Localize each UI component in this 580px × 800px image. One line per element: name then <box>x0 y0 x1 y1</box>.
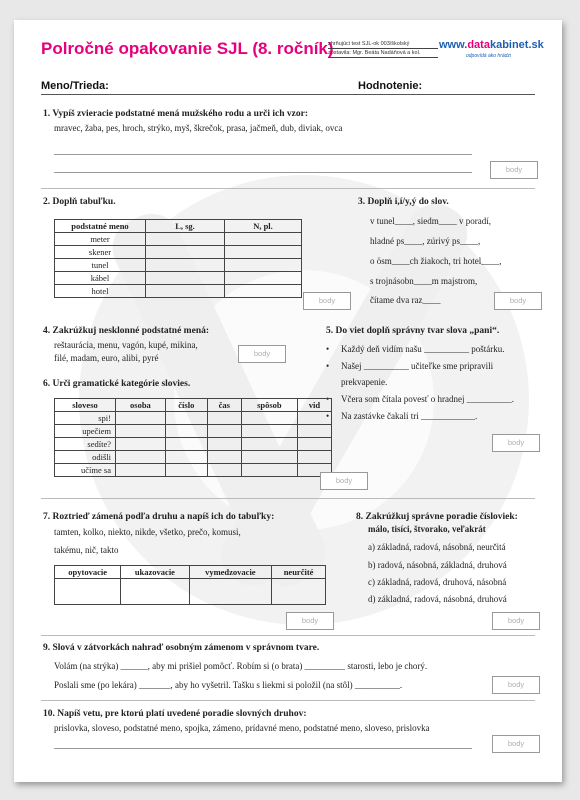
answer-cell[interactable] <box>207 451 241 464</box>
answer-line[interactable] <box>54 154 472 155</box>
brand-prefix: www. <box>439 39 468 51</box>
table-cell: kábel <box>55 272 146 285</box>
section-divider <box>41 188 535 189</box>
q7-words-line1: tamten, kolko, niekto, nikde, všetko, prečo, komusi, <box>54 527 241 537</box>
answer-cell[interactable] <box>225 272 302 285</box>
points-box[interactable]: body <box>303 292 351 310</box>
answer-cell[interactable] <box>225 246 302 259</box>
bullet: • <box>326 361 330 371</box>
points-box[interactable]: body <box>492 735 540 753</box>
bullet: • <box>326 344 330 354</box>
answer-cell[interactable] <box>55 579 121 605</box>
table-cell: spi! <box>55 412 116 425</box>
score-label: Hodnotenie: <box>358 80 423 92</box>
table-header: vymedzovacie <box>189 566 272 579</box>
q3-line: o ösm____ch žiakoch, tri hotel____, <box>370 256 502 266</box>
table-cell: meter <box>55 233 146 246</box>
answer-cell[interactable] <box>297 412 331 425</box>
answer-cell[interactable] <box>297 451 331 464</box>
header-divider <box>41 94 535 95</box>
answer-cell[interactable] <box>165 451 207 464</box>
q6-table <box>54 398 332 477</box>
q4-words-line1[interactable]: reštaurácia, menu, vagón, kupé, mikina, <box>54 340 198 350</box>
points-box[interactable]: body <box>492 676 540 694</box>
answer-cell[interactable] <box>116 425 166 438</box>
answer-cell[interactable] <box>272 579 326 605</box>
q7-table <box>54 565 326 605</box>
table-header: ukazovacie <box>121 566 189 579</box>
brand-logo[interactable] <box>439 39 544 51</box>
worksheet-page <box>14 20 562 782</box>
answer-cell[interactable] <box>116 464 166 477</box>
section-divider <box>41 700 535 701</box>
q4-words-line2[interactable]: filé, madam, euro, alibi, pyré <box>54 353 159 363</box>
points-box[interactable]: body <box>494 292 542 310</box>
answer-cell[interactable] <box>241 438 297 451</box>
points-box[interactable]: body <box>238 345 286 363</box>
section-divider <box>41 498 535 499</box>
points-box[interactable]: body <box>492 434 540 452</box>
answer-cell[interactable] <box>207 438 241 451</box>
table-cell: tunel <box>55 259 146 272</box>
answer-cell[interactable] <box>189 579 272 605</box>
table-cell: hotel <box>55 285 146 298</box>
q8-word-list: málo, tisíci, štvorako, veľakrát <box>368 524 486 534</box>
table-header: podstatné meno <box>55 220 146 233</box>
question-1: 1. Vypíš zvieracie podstatné mená mužského rodu a urči ich vzor: <box>43 109 309 119</box>
table-cell: sedíte? <box>55 438 116 451</box>
q3-line: v tunel____, siedm____ v poradí, <box>370 216 491 226</box>
question-2: 2. Doplň tabuľku. <box>43 197 116 207</box>
section-divider <box>41 635 535 636</box>
points-box[interactable]: body <box>320 472 368 490</box>
q8-option-b[interactable]: b) radová, násobná, základná, druhová <box>368 560 507 570</box>
answer-cell[interactable] <box>146 285 225 298</box>
table-header: N, pl. <box>225 220 302 233</box>
table-header: číslo <box>165 399 207 412</box>
table-header: L, sg. <box>146 220 225 233</box>
page-title: Polročné opakovanie SJL (8. ročník) <box>41 39 334 58</box>
question-4: 4. Zakrúžkuj nesklonné podstatné mená: <box>43 326 210 336</box>
test-info-line: zostavila: Mgr. Beáta Nadáňová a kol. <box>328 49 438 58</box>
answer-cell[interactable] <box>241 412 297 425</box>
q8-option-a[interactable]: a) základná, radová, násobná, neurčitá <box>368 542 506 552</box>
question-9: 9. Slová v zátvorkách nahraď osobným zámenom v správnom tvare. <box>43 643 320 653</box>
answer-cell[interactable] <box>207 464 241 477</box>
q3-line: čítame dva raz____ <box>370 295 441 305</box>
answer-cell[interactable] <box>121 579 189 605</box>
q5-item: Každý deň vidím našu __________ poštárku. <box>341 344 505 354</box>
q2-table <box>54 219 302 298</box>
answer-cell[interactable] <box>116 412 166 425</box>
q3-line: s trojnásobn____m majstrom, <box>370 276 478 286</box>
q10-word-order: prislovka, sloveso, podstatné meno, spojka, zámeno, prídavné meno, podstatné meno, sloveso, prislovka <box>54 723 430 733</box>
answer-cell[interactable] <box>165 464 207 477</box>
q5-item: Včera som čítala povesť o hradnej __________. <box>341 394 515 404</box>
table-cell: učíme sa <box>55 464 116 477</box>
answer-cell[interactable] <box>116 438 166 451</box>
points-box[interactable]: body <box>490 161 538 179</box>
table-header: neurčité <box>272 566 326 579</box>
q9-sentence-1: Volám (na strýka) ______, aby mi prišiel pomôcť. Robím si (o brata) _________ starosti, lebo je chorý. <box>54 661 428 671</box>
q9-sentence-2: Poslali sme (po lekára) _______, aby ho vyšetril. Tašku s liekmi si položil (na stôl) __________. <box>54 680 403 690</box>
points-box[interactable]: body <box>492 612 540 630</box>
answer-cell[interactable] <box>146 246 225 259</box>
answer-cell[interactable] <box>165 425 207 438</box>
q8-option-d[interactable]: d) základná, radová, násobná, druhová <box>368 594 507 604</box>
q1-word-list: mravec, žaba, pes, hroch, strýko, myš, škrečok, prasa, jačmeň, dub, diviak, ovca <box>54 123 343 133</box>
table-header: čas <box>207 399 241 412</box>
test-info-line: zhrňujúci test SJL-ok 003/školský <box>328 40 438 49</box>
brand-suffix: kabinet.sk <box>489 39 544 51</box>
answer-cell[interactable] <box>146 233 225 246</box>
table-header: vid <box>297 399 331 412</box>
answer-cell[interactable] <box>225 259 302 272</box>
answer-line[interactable] <box>54 172 472 173</box>
answer-cell[interactable] <box>241 425 297 438</box>
table-cell: skener <box>55 246 146 259</box>
answer-cell[interactable] <box>207 425 241 438</box>
table-header: opytovacie <box>55 566 121 579</box>
answer-cell[interactable] <box>297 425 331 438</box>
answer-cell[interactable] <box>146 259 225 272</box>
question-7: 7. Roztrieď zámená podľa druhu a napíš ich do tabuľky: <box>43 512 275 522</box>
answer-cell[interactable] <box>297 438 331 451</box>
points-box[interactable]: body <box>286 612 334 630</box>
answer-cell[interactable] <box>225 233 302 246</box>
bullet: • <box>326 411 330 421</box>
table-header: spôsob <box>241 399 297 412</box>
question-10: 10. Napíš vetu, pre ktorú platí uvedené poradie slovných druhov: <box>43 709 307 719</box>
q5-item: prekvapenie. <box>341 377 388 387</box>
answer-cell[interactable] <box>116 451 166 464</box>
answer-cell[interactable] <box>207 412 241 425</box>
table-header: osoba <box>116 399 166 412</box>
table-cell: odišli <box>55 451 116 464</box>
table-cell: upečiem <box>55 425 116 438</box>
brand-highlight: data <box>467 39 490 51</box>
table-header: sloveso <box>55 399 116 412</box>
answer-cell[interactable] <box>146 272 225 285</box>
bullet: • <box>326 394 330 404</box>
answer-cell[interactable] <box>165 412 207 425</box>
question-3: 3. Doplň i,í/y,ý do slov. <box>358 197 449 207</box>
name-class-label: Meno/Trieda: <box>41 80 109 92</box>
answer-cell[interactable] <box>225 285 302 298</box>
q3-line: hladné ps____, zúrivý ps____, <box>370 236 481 246</box>
answer-cell[interactable] <box>165 438 207 451</box>
q8-option-c[interactable]: c) základná, radová, druhová, násobná <box>368 577 507 587</box>
answer-cell[interactable] <box>241 464 297 477</box>
brand-tagline: odpovídá ako hrádzi <box>466 53 512 59</box>
answer-cell[interactable] <box>241 451 297 464</box>
question-8: 8. Zakrúžkuj správne poradie čísloviek: <box>356 512 518 522</box>
q5-item: Našej __________ učiteľke sme pripravili <box>341 361 494 371</box>
answer-line[interactable] <box>54 748 472 749</box>
q5-item: Na zastávke čakali tri ____________. <box>341 411 478 421</box>
question-5: 5. Do viet doplň správny tvar slova „pani“. <box>326 326 500 336</box>
test-info <box>328 40 438 58</box>
question-6: 6. Urči gramatické kategórie slovies. <box>43 379 191 389</box>
q7-words-line2: takému, nič, takto <box>54 545 119 555</box>
